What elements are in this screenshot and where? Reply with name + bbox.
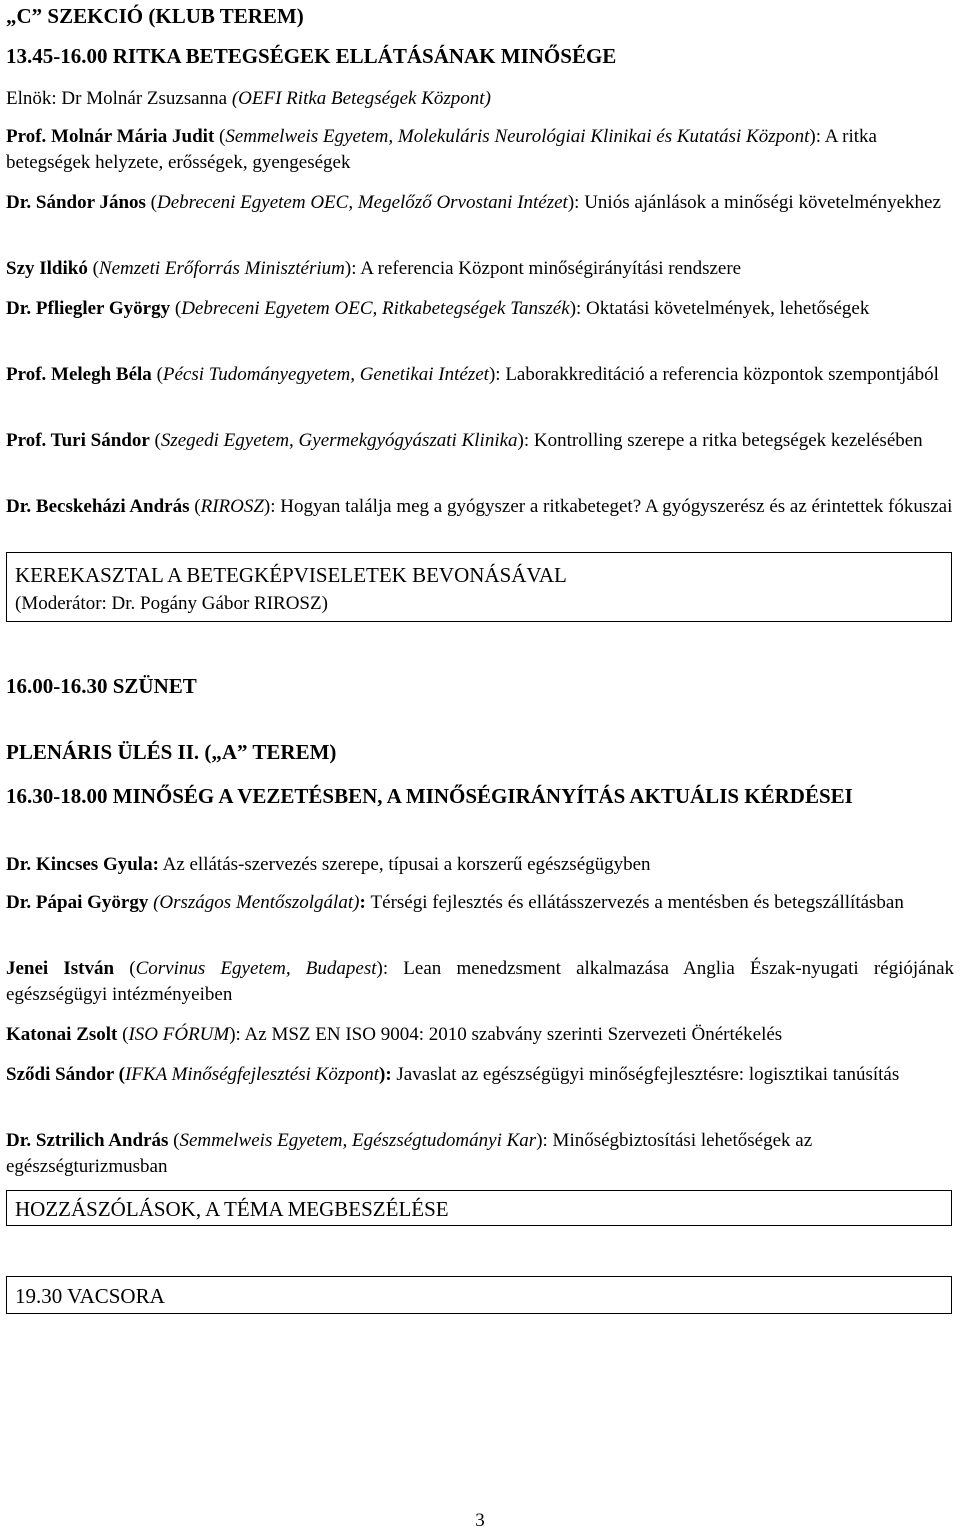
paren-open: ( [170,298,182,319]
speaker-org: (Országos Mentőszolgálat) [153,892,360,913]
paren-close: ): [379,1064,397,1085]
speaker-org: Debreceni Egyetem OEC, Ritkabetegségek Tanszék [181,298,570,319]
talk-title: Oktatási követelmények, lehetőségek [586,298,870,319]
paren-open: ( [113,1064,125,1085]
dinner-title: 19.30 VACSORA [15,1284,165,1308]
chair-line [6,86,954,112]
speaker-name: Dr. Sztrilich András [6,1130,169,1151]
talk-item [6,1128,954,1180]
plenary-title: PLENÁRIS ÜLÉS II. („A” TEREM) [6,740,337,764]
talk-item [6,1022,954,1048]
talk-title: A referencia Központ minőségirányítási rendszere [360,258,742,279]
speaker-name: Jenei István [6,958,115,979]
session-title: 13.45-16.00 RITKA BETEGSÉGEK ELLÁTÁSÁNAK MINŐSÉGE [6,44,617,68]
paren-open: ( [145,192,157,213]
section-title: „C” SZEKCIÓ (KLUB TEREM) [6,4,304,28]
speaker-name: Dr. Becskeházi András [6,496,190,517]
talk-title: Térségi fejlesztés és ellátásszervezés a mentésben és betegszállításban [370,892,904,913]
roundtable-title: KEREKASZTAL A BETEGKÉPVISELETEK BEVONÁSÁVAL [15,563,567,587]
speaker-name: Prof. Melegh Béla [6,364,152,385]
paren-open: ( [114,958,136,979]
speaker-org: Corvinus Egyetem, Budapest [135,958,377,979]
speaker-org: Szegedi Egyetem, Gyermekgyógyászati Klinika [160,430,518,451]
paren-close: ): [229,1024,245,1045]
paren-close: ): [344,258,361,279]
speaker-org: IFKA Minőségfejlesztési Központ [124,1064,379,1085]
talk-item [6,362,954,388]
speaker-name: Dr. Pápai György [6,892,149,913]
paren-open: ( [117,1024,129,1045]
talk-item [6,494,954,520]
talk-item [6,1062,954,1088]
paren-open: ( [214,126,226,147]
paren-close: ): [376,958,404,979]
paren-open: ( [149,430,161,451]
speaker-org: Pécsi Tudományegyetem, Genetikai Intézet [162,364,489,385]
speaker-org: Nemzeti Erőforrás Minisztérium [98,258,345,279]
speaker-name: Dr. Kincses Gyula: [6,854,159,875]
talk-title: Javaslat az egészségügyi minőségfejlesztésre: logisztikai tanúsítás [396,1064,900,1085]
paren-open: ( [151,364,163,385]
paren-open: ( [189,496,201,517]
talk-item [6,428,954,454]
talk-item [6,852,954,878]
paren-close: ): [517,430,534,451]
talk-item [6,190,954,216]
paren-open: ( [87,258,99,279]
speaker-org: ISO FÓRUM [128,1024,230,1045]
talk-title: A ritka betegségek helyzete, erősségek, gyengeségek [6,126,877,173]
plenary-session-title: 16.30-18.00 MINŐSÉG A VEZETÉSBEN, A MINŐSÉGIRÁNYÍTÁS AKTUÁLIS KÉRDÉSEI [6,784,853,808]
talk-title: Lean menedzsment alkalmazása Anglia Észak-nyugati régiójának egészségügyi intézményeiben [6,958,954,1005]
speaker-org: Semmelweis Egyetem, Molekuláris Neurológiai Klinikai és Kutatási Központ [225,126,810,147]
talk-item [6,256,954,282]
roundtable-moderator: (Moderátor: Dr. Pogány Gábor RIROSZ) [15,593,328,614]
paren-close: ): [809,126,825,147]
paren-open: ( [168,1130,180,1151]
speaker-name: Prof. Turi Sándor [6,430,150,451]
talk-item [6,296,954,322]
paren-close: ): [536,1130,553,1151]
talk-item [6,956,954,1008]
paren-close: ): [488,364,506,385]
break-title: 16.00-16.30 SZÜNET [6,674,197,698]
speaker-name: Sződi Sándor [6,1064,114,1085]
page-number: 3 [475,1510,485,1531]
paren-close: ): [569,298,587,319]
separator: : [359,892,371,913]
paren-close: ): [263,496,281,517]
talk-item [6,890,954,916]
speaker-name: Dr. Pfliegler György [6,298,171,319]
speaker-org: Semmelweis Egyetem, Egészségtudományi Kar [179,1130,537,1151]
talk-title: Kontrolling szerepe a ritka betegségek kezelésében [533,430,923,451]
dinner-box [6,1276,952,1314]
speaker-org: Debreceni Egyetem OEC, Megelőző Orvostani Intézet [157,192,568,213]
discussion-title: HOZZÁSZÓLÁSOK, A TÉMA MEGBESZÉLÉSE [15,1197,449,1221]
paren-close: ): [567,192,585,213]
chair-label: Elnök: Dr Molnár Zsuzsanna [6,88,232,109]
discussion-box [6,1190,952,1226]
chair-org: (OEFI Ritka Betegségek Központ) [231,88,491,109]
talk-item [6,124,954,176]
speaker-name: Szy Ildikó [6,258,88,279]
speaker-name: Dr. Sándor János [6,192,146,213]
speaker-org: RIROSZ [200,496,264,517]
talk-title: Az ellátás-szervezés szerepe, típusai a korszerű egészségügyben [162,854,651,875]
talk-title: Uniós ajánlások a minőségi követelményekhez [584,192,941,213]
speaker-name: Katonai Zsolt [6,1024,118,1045]
roundtable-box [6,552,952,622]
talk-title: Az MSZ EN ISO 9004: 2010 szabvány szerinti Szervezeti Önértékelés [244,1024,783,1045]
talk-title: Hogyan találja meg a gyógyszer a ritkabeteget? A gyógyszerész és az érintettek fókuszai [280,496,953,517]
talk-title: Laborakkreditáció a referencia központok szempontjából [505,364,939,385]
talk-title: Minőségbiztosítási lehetőségek az egészségturizmusban [6,1130,813,1177]
speaker-name: Prof. Molnár Mária Judit [6,126,215,147]
